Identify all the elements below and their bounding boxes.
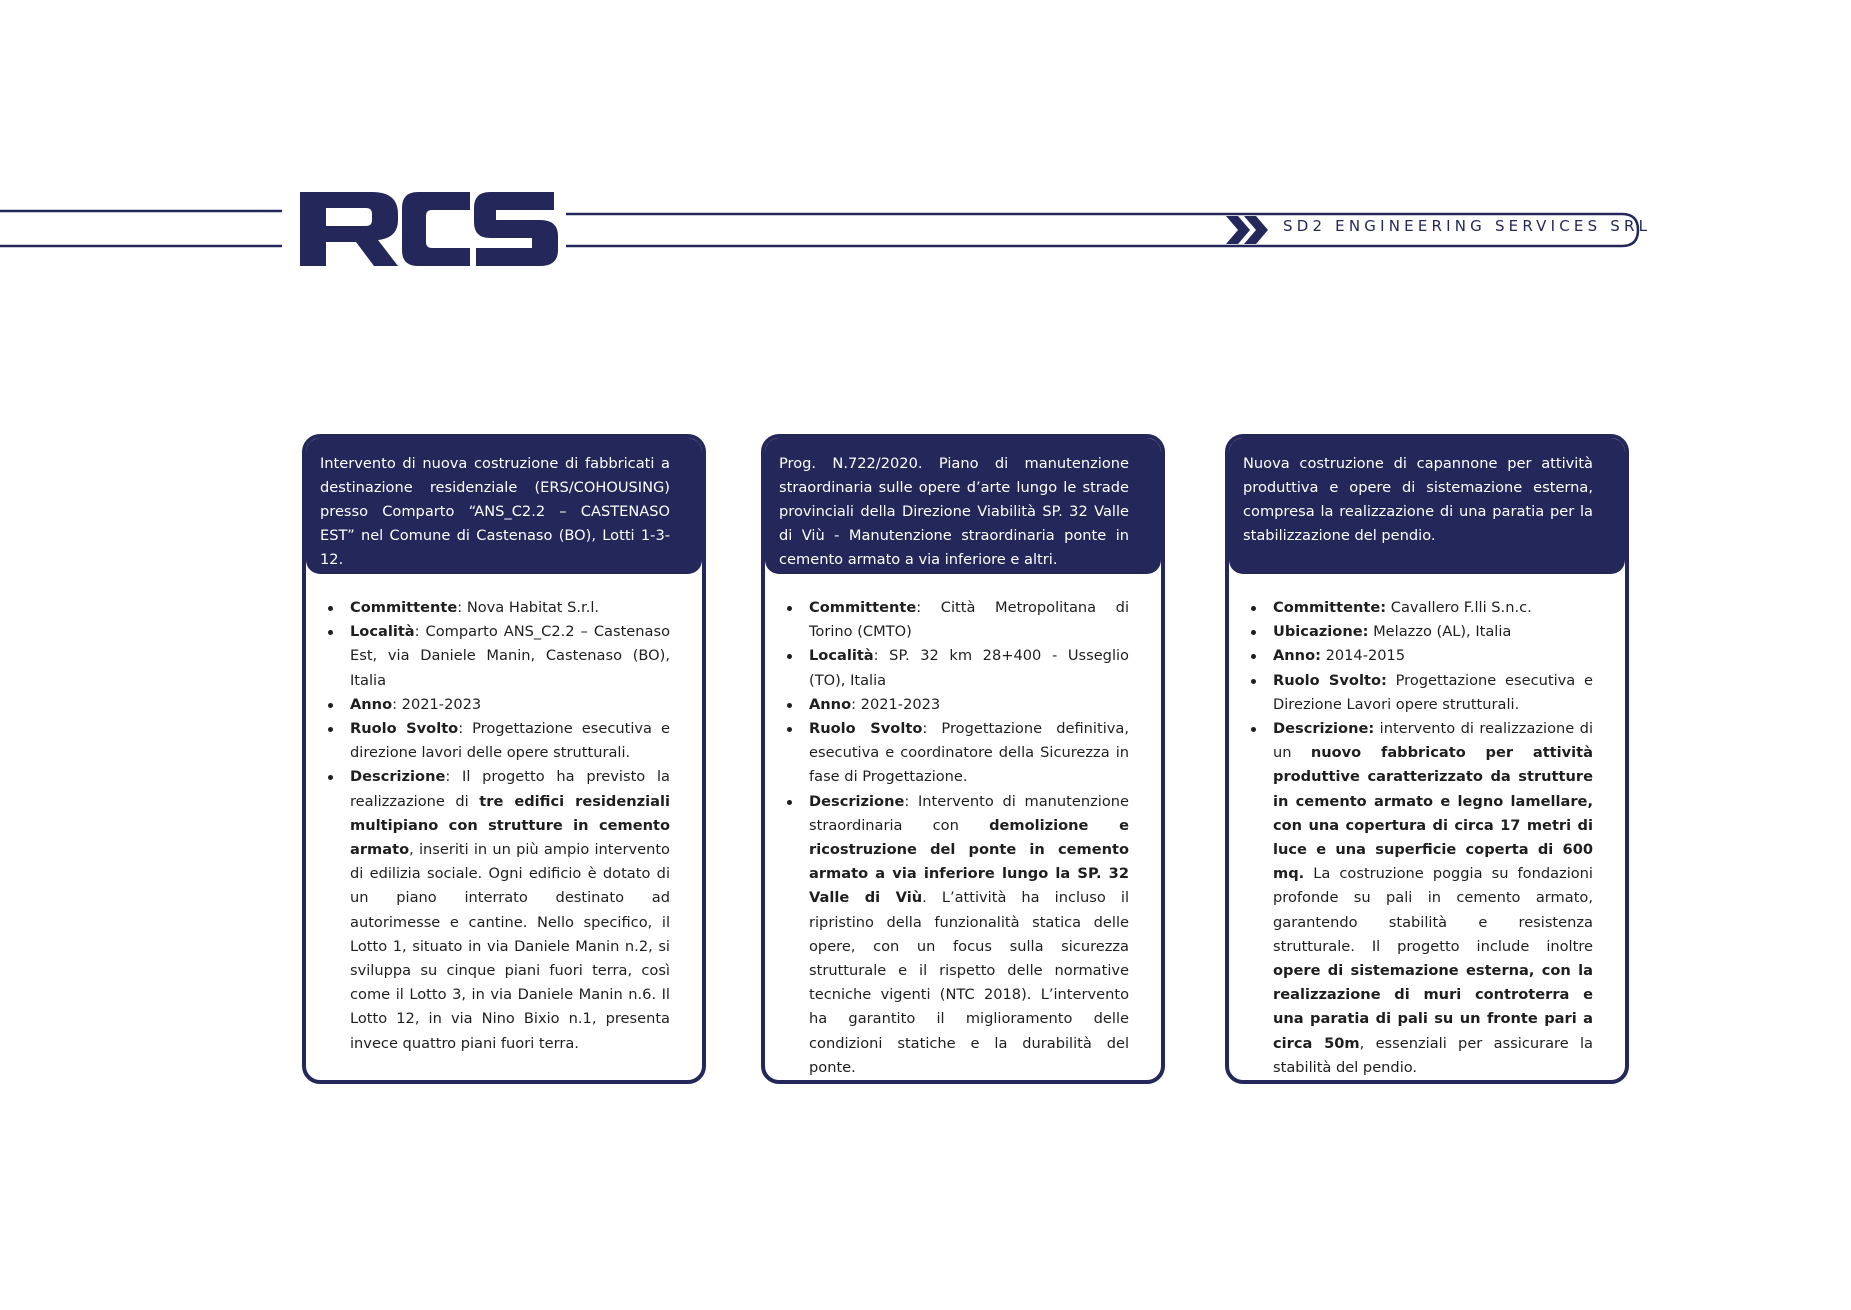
item-text: Melazzo (AL), Italia — [1368, 623, 1512, 641]
description-part: La costruzione poggia su fondazioni profonde su pali in cemento armato, garantendo stabilità e resistenza strutturale. Il progetto include inoltre — [1273, 865, 1593, 955]
list-item — [350, 620, 670, 693]
item-label: Ubicazione: — [1273, 623, 1369, 641]
rcs-logo — [300, 192, 558, 266]
description-part: : Intervento di manutenzione straordinaria con — [809, 792, 1129, 834]
item-label: Committente — [350, 599, 458, 616]
list-item — [1273, 596, 1593, 620]
company-name: SD2 ENGINEERING SERVICES SRL — [1283, 217, 1652, 235]
list-item — [809, 644, 1129, 692]
list-item — [809, 790, 1129, 1080]
project-card-2 — [761, 434, 1165, 1084]
list-item — [350, 765, 670, 1055]
list-item — [809, 693, 1129, 717]
item-label: Località — [809, 647, 874, 665]
item-text: : Città Metropolitana di Torino (CMTO) — [809, 599, 1129, 641]
item-label: Descrizione — [350, 768, 446, 786]
item-label: Anno — [809, 695, 852, 713]
list-item — [1273, 620, 1593, 644]
item-label: Ruolo Svolto: — [1273, 671, 1387, 689]
item-label: Anno — [350, 695, 393, 713]
page-header — [0, 0, 1851, 300]
item-label: Ruolo Svolto — [809, 720, 923, 738]
item-text: : Progettazione esecutiva e direzione lavori delle opere strutturali. — [350, 720, 670, 762]
item-label: Descrizione: — [1273, 720, 1375, 738]
item-text: Progettazione esecutiva e Direzione Lavori opere strutturali. — [1273, 671, 1593, 713]
item-text: : 2021-2023 — [392, 695, 482, 713]
list-item — [1273, 644, 1593, 668]
description-part-bold: demolizione e ricostruzione del ponte in cemento armato a via inferiore lungo la SP. 32 Valle di Viù — [809, 816, 1129, 907]
item-label: Anno: — [1273, 647, 1321, 665]
project-card-3 — [1225, 434, 1629, 1084]
card-title: Intervento di nuova costruzione di fabbricati a destinazione residenziale (ERS/COHOUSING) presso Comparto “ANS_C2.2 – CASTENASO EST” nel Comune di Castenaso (BO), Lotti 1-3-12. — [306, 438, 702, 574]
item-text: : 2021-2023 — [851, 695, 941, 713]
description-part-bold: opere di sistemazione esterna, con la realizzazione di muri controterra e una paratia di pali su un fronte pari a circa 50m — [1273, 962, 1593, 1052]
list-item — [1273, 669, 1593, 717]
card-details — [765, 574, 1161, 1080]
card-details — [306, 574, 702, 1056]
description-part: : Il progetto ha previsto la realizzazione di — [350, 768, 670, 810]
description-part: . L’attività ha incluso il ripristino della funzionalità statica delle opere, con un focus sulla sicurezza strutturale e il rispetto delle normative tecniche vigenti (NTC 2018). L’intervento ha garantito il miglioramento delle condizioni statiche e la durabilità del ponte. — [809, 889, 1129, 1076]
description-part-bold: nuovo fabbricato per attività produttive caratterizzato da strutture in cemento armato e legno lamellare, con una copertura di circa 17 metri di luce e una superficie coperta di 600 mq. — [1273, 744, 1594, 883]
description-part: intervento di realizzazione di un — [1273, 720, 1593, 762]
item-label: Committente: — [1273, 599, 1387, 616]
card-details — [1229, 574, 1625, 1080]
double-chevron-right-icon — [1226, 216, 1268, 244]
description-part-bold: tre edifici residenziali multipiano con strutture in cemento armato — [350, 792, 670, 859]
list-item — [350, 717, 670, 765]
item-text: : Nova Habitat S.r.l. — [457, 599, 600, 616]
item-text: Cavallero F.lli S.n.c. — [1386, 599, 1532, 616]
list-item — [809, 717, 1129, 790]
list-item — [1273, 717, 1593, 1080]
description-part: , essenziali per assicurare la stabilità del pendio. — [1273, 1034, 1593, 1076]
item-text: : SP. 32 km 28+400 - Usseglio (TO), Italia — [809, 647, 1129, 689]
card-title: Prog. N.722/2020. Piano di manutenzione straordinaria sulle opere d’arte lungo le strade provinciali della Direzione Viabilità SP. 32 Valle di Viù - Manutenzione straordinaria ponte in cemento armato a via inferiore e altri. — [765, 438, 1161, 574]
item-text: : Comparto ANS_C2.2 – Castenaso Est, via Daniele Manin, Castenaso (BO), Italia — [350, 623, 670, 689]
item-label: Località — [350, 623, 415, 641]
item-label: Ruolo Svolto — [350, 720, 459, 738]
header-graphics — [0, 0, 1851, 300]
list-item — [350, 596, 670, 620]
item-text: : Progettazione definitiva, esecutiva e coordinatore della Sicurezza in fase di Progettazione. — [809, 720, 1129, 786]
list-item — [350, 693, 670, 717]
card-title: Nuova costruzione di capannone per attività produttiva e opere di sistemazione esterna, compresa la realizzazione di una paratia per la stabilizzazione del pendio. — [1229, 438, 1625, 574]
list-item — [809, 596, 1129, 644]
description-part: , inseriti in un più ampio intervento di edilizia sociale. Ogni edificio è dotato di un piano interrato destinato ad autorimesse e cantine. Nello specifico, il Lotto 1, situato in via Daniele Manin n.2, si sviluppa su cinque piani fuori terra, così come il Lotto 3, in via Daniele Manin n.6. Il Lotto 12, in via Nino Bixio n.1, presenta invece quattro piani fuori terra. — [350, 841, 670, 1052]
item-label: Descrizione — [809, 792, 905, 810]
project-card-1 — [302, 434, 706, 1084]
item-text: 2014-2015 — [1320, 647, 1406, 665]
item-label: Committente — [809, 599, 917, 616]
